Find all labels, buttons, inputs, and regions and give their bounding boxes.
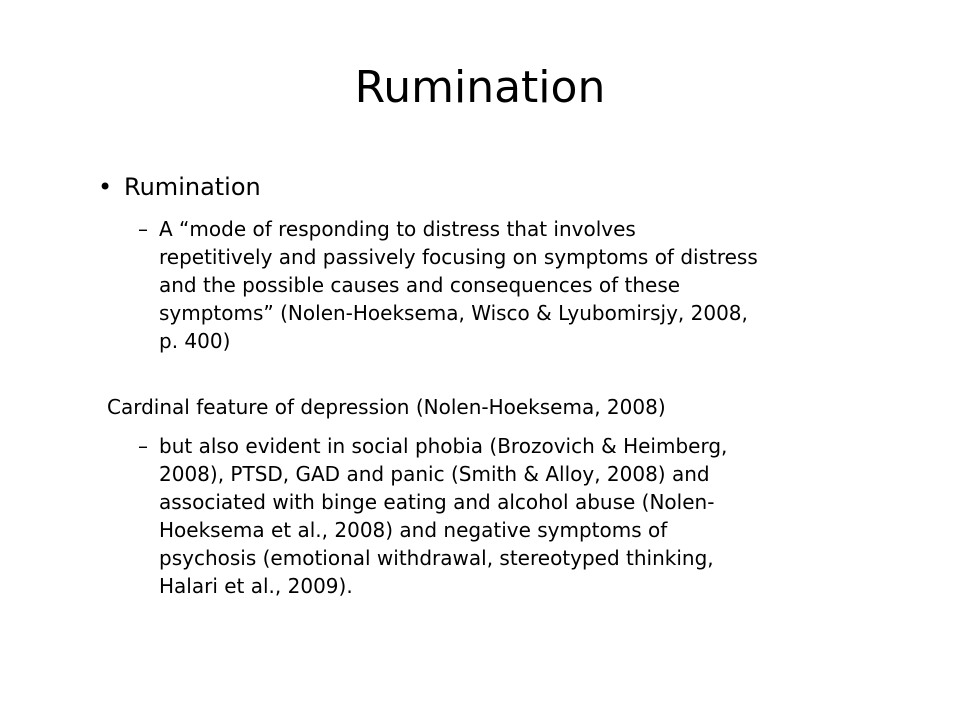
evidence-line: but also evident in social phobia (Brozovich & Heimberg,: [159, 434, 728, 458]
bullet-rumination: [98, 172, 914, 202]
definition-line: repetitively and passively focusing on symptoms of distress: [159, 245, 758, 269]
evidence-line: 2008), PTSD, GAD and panic (Smith & Alloy, 2008) and: [159, 462, 710, 486]
definition-line: and the possible causes and consequences of these: [159, 273, 681, 297]
definition-line: symptoms” (Nolen-Hoeksema, Wisco & Lyubomirsjy, 2008,: [159, 301, 748, 325]
slide-title: Rumination: [354, 62, 606, 113]
definition-line: p. 400): [159, 329, 231, 353]
evidence-line: Hoeksema et al., 2008) and negative symptoms of: [159, 518, 668, 542]
evidence-text: [159, 432, 899, 600]
definition-text: [159, 215, 899, 355]
cardinal-feature-line: Cardinal feature of depression (Nolen-Hoeksema, 2008): [107, 395, 666, 419]
evidence-line: Halari et al., 2009).: [159, 574, 353, 598]
evidence-line: associated with binge eating and alcohol abuse (Nolen-: [159, 490, 715, 514]
evidence-line: psychosis (emotional withdrawal, stereotyped thinking,: [159, 546, 714, 570]
bullet-text: Rumination: [124, 173, 261, 201]
bullet-marker: •: [98, 173, 113, 201]
sub-bullet-evidence: [138, 432, 914, 600]
dash-marker: –: [138, 217, 148, 241]
slide-body: [98, 172, 914, 600]
dash-marker: –: [138, 434, 148, 458]
spacer: [114, 355, 914, 393]
sub-bullet-definition: [138, 215, 914, 355]
definition-line: A “mode of responding to distress that involves: [159, 217, 636, 241]
